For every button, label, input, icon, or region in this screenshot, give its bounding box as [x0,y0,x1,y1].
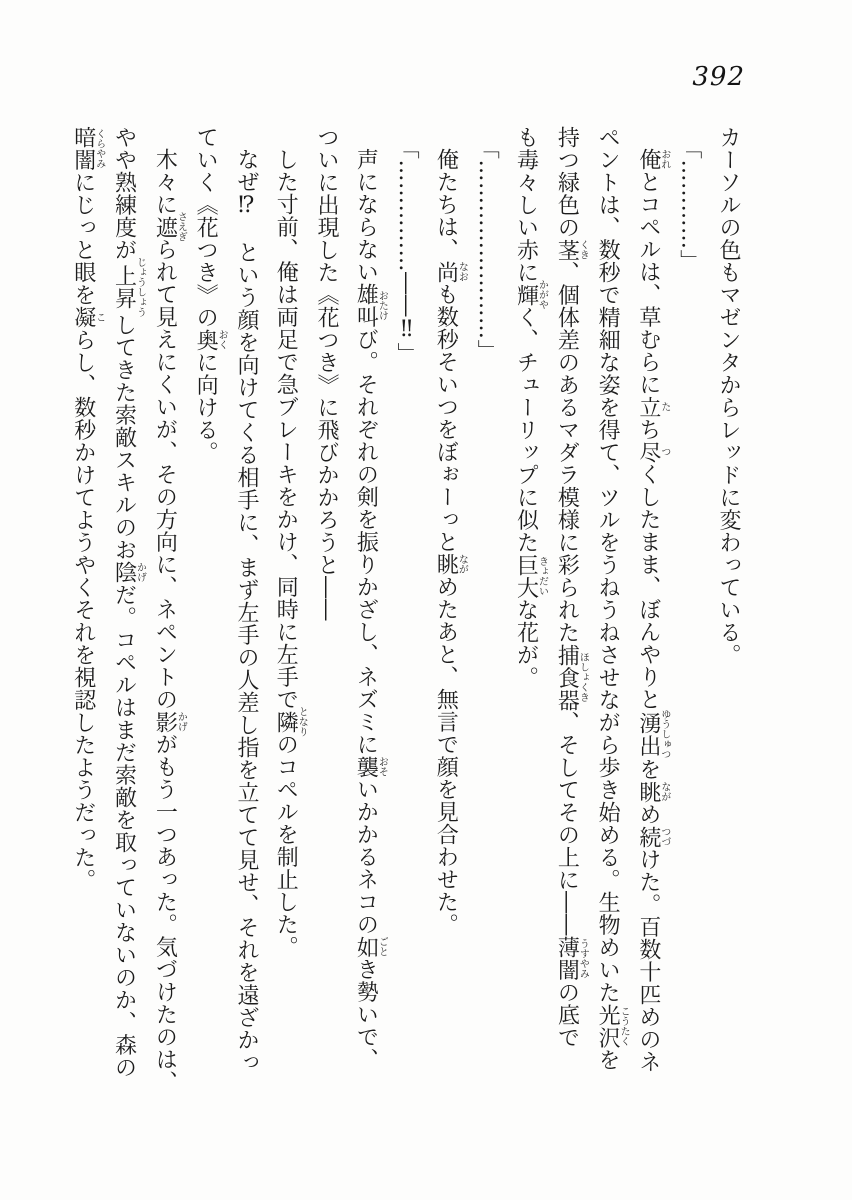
ruby-annotation: 如ごと [353,935,388,958]
text-column: 暗闇くらやみにじっと眼を凝こらし、数秒かけてようやくそれを視認したようだった。 [70,126,105,891]
text-column: 持つ緑色の茎くき、個体差のあるマダラ模様に彩られた捕食器ほしょくき、そしてその上に――薄闇うすやみの底で [554,126,589,1049]
ruby-annotation: 茎くき [554,238,589,261]
ruby-annotation: 尽つ [635,440,670,463]
text-column: した寸前、俺は両足で急ブレーキをかけ、同時に左手で隣となりのコペルを制止した。 [273,148,308,958]
furigana: ほしょくき [577,643,589,711]
furigana: なが [456,553,468,576]
text-column: なぜ⁉ という顔を向けてくる相手に、まず左手の人差し指を立てて見せ、それを遠ざかっ [233,148,259,1074]
text-column: カーソルの色もマゼンタからレッドに変わっている。 [716,126,741,666]
furigana: かげ [175,710,187,733]
text-column: 「……………――‼」 [394,137,420,365]
furigana: おそ [376,755,388,778]
furigana: くき [577,238,589,261]
ruby-annotation: 影かげ [152,710,187,733]
ruby-annotation: 暗闇くらやみ [70,126,105,171]
furigana: かげ [134,561,146,584]
ruby-annotation: 上昇じょうしょう [111,257,146,318]
ruby-annotation: 湧出ゆうしゅつ [635,709,670,760]
ruby-annotation: 巨大きょだい [513,553,548,599]
ruby-annotation: 光沢こうたく [595,1003,630,1049]
page-number: 392 [692,62,745,92]
furigana: くらやみ [93,126,105,171]
ruby-annotation: 襲おそ [353,755,388,778]
text-column: ていく《花つき》の奥おくに向ける。 [193,126,228,464]
furigana: さえぎ [175,211,187,242]
ruby-annotation: 眺なが [635,780,670,803]
furigana: ごと [376,935,388,958]
ruby-annotation: 隣となり [273,706,308,737]
text-column: ペントは、数秒で精細な姿を得て、ツルをうねうねさせながら歩き始める。生物めいた光沢こうたくを [595,126,630,1071]
furigana: おく [216,328,228,351]
text-column: やや熟練度が上昇じょうしょうしてきた索敵スキルのお陰かげだ。コペルはまだ索敵を取っていないのか、森の [111,126,146,1079]
ruby-annotation: 薄闇うすやみ [554,936,589,981]
text-column: 「…………」 [676,137,702,272]
ruby-annotation: 立た [635,395,670,418]
furigana: となり [296,706,308,737]
ruby-annotation: 雄叫おたけ [353,283,388,328]
furigana: こうたく [618,1003,630,1049]
ruby-annotation: 尚なお [433,260,468,283]
ruby-annotation: 続つづ [635,825,670,848]
text-column: も毒々しい赤に輝かがやく、チューリップに似た巨大きょだいな花が。 [513,126,548,689]
text-column: 木々に遮さえぎられて見えにくいが、その方向に、ネペントの影かげがもう一つあった。気づけたのは、 [152,148,187,1093]
furigana: うすやみ [577,936,589,981]
furigana: つ [658,440,670,463]
ruby-annotation: 捕食器ほしょくき [554,643,589,711]
ruby-annotation: 陰かげ [111,561,146,584]
ruby-annotation: 奥おく [193,328,228,351]
ruby-annotation: 眺なが [433,553,468,576]
ruby-annotation: 遮さえぎ [152,211,187,242]
furigana: きょだい [536,553,548,599]
ruby-annotation: 輝かがや [513,279,548,310]
text-column: 俺おれとコペルは、草むらに立たち尽つくしたまま、ぼんやりと湧出ゆうしゅつを眺ながめ続つづけた。百数十匹めのネ [635,148,670,1073]
text-column: 「……………………」 [474,137,500,362]
furigana: なお [456,260,468,283]
furigana: た [658,395,670,418]
furigana: つづ [658,825,670,848]
ruby-annotation: 凝こ [70,306,105,329]
furigana: おれ [658,148,670,171]
furigana: ゆうしゅつ [658,709,670,760]
furigana: なが [658,780,670,803]
text-column: 俺たちは、尚なおも数秒そいつをぼぉーっと眺ながめたあと、無言で顔を見合わせた。 [433,148,468,936]
furigana: こ [93,306,105,329]
text-block [63,126,748,1104]
furigana: じょうしょう [134,257,146,318]
text-column: ついに出現した《花つき》に飛びかかろうと―― [314,126,340,621]
ruby-annotation: 俺おれ [635,148,670,171]
furigana: かがや [536,279,548,310]
furigana: おたけ [376,283,388,328]
text-column: 声にならない雄叫おたけび。それぞれの剣を振りかざし、ネズミに襲おそいかかるネコの如ごとき勢いで、 [353,148,388,1071]
